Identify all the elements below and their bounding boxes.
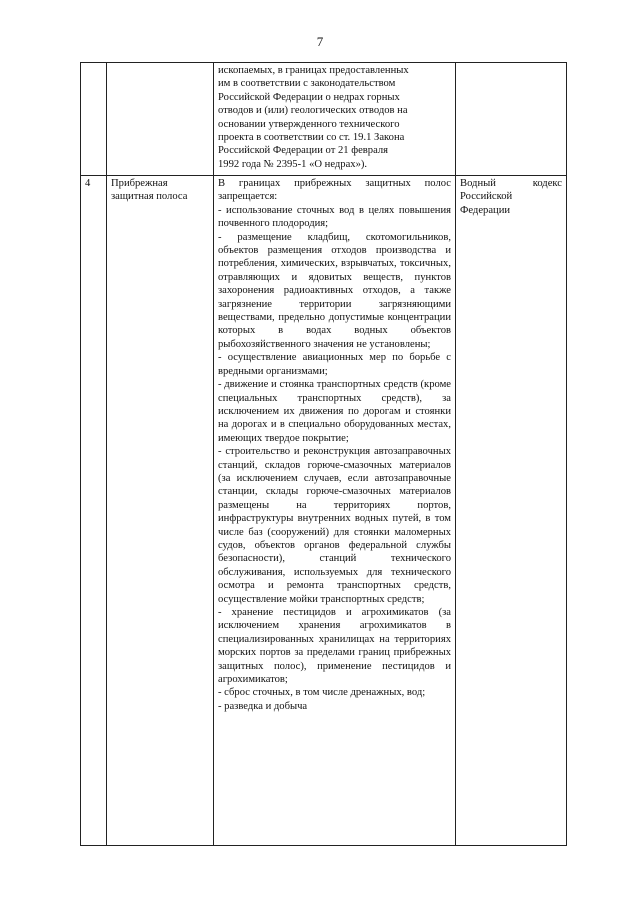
legal-basis-cell (456, 63, 567, 176)
table-row (81, 176, 567, 846)
restrictions-cell (214, 176, 456, 846)
text-line: основании утвержденного технического (218, 118, 400, 130)
table-row (81, 63, 567, 176)
text-line: ископаемых, в границах предоставленных (218, 65, 409, 76)
paragraph: - размещение кладбищ, скотомогильников, объектов размещения отходов производства и потребления, химических, взрывчатых, токсичных, отравляющих и ядовитых веществ, пунктов захоронения радиоактивных отходов, а также загрязнение территории загрязняющими веществами, предельно допустимые концентрации которых в водах водных объектов рыбохозяйственного значения не установлены; (218, 231, 451, 350)
paragraph: - использование сточных вод в целях повышения почвенного плодородия; (218, 204, 451, 230)
row-number-cell (81, 63, 107, 176)
restrictions-cell (214, 63, 456, 176)
paragraph: - хранение пестицидов и агрохимикатов (за исключением хранения агрохимикатов в специализированных хранилищах на территориях морских портов за пределами границ прибрежных защитных полос), применение пестицидов и агрохимикатов; (218, 607, 451, 686)
text-line: 1992 года № 2395-1 «О недрах»). (218, 158, 368, 170)
text-line: проекта в соответствии со ст. 19.1 Закона (218, 132, 405, 144)
paragraph: - разведка и добыча (218, 700, 308, 712)
paragraph: В границах прибрежных защитных полос запрещается: (218, 178, 451, 203)
zone-name-cell (107, 63, 214, 176)
zones-table (80, 62, 567, 846)
text-line: им в соответствии с законодательством (218, 78, 396, 90)
zone-name-cell: Прибрежная защитная полоса (107, 176, 214, 846)
page-number: 7 (316, 34, 324, 49)
row-number-cell: 4 (81, 176, 107, 846)
text-line: Российской Федерации от 21 февраля (218, 145, 389, 157)
text-line: Российской Федерации о недрах горных (218, 91, 400, 103)
text-line: отводов и (или) геологических отводов на (218, 105, 408, 117)
paragraph: - строительство и реконструкция автозаправочных станций, складов горюче-смазочных материалов (за исключением случаев, если автозаправочные станции, склады горюче-смазочных материалов размещены на территориях портов, инфраструктуры внутренних водных путей, в том числе баз (сооружений) для стоянки маломерных судов, объектов органов федеральной службы безопасности), станций технического обслуживания, используемых для технического осмотра и ремонта транспортных средств, осуществление мойки транспортных средств; (218, 446, 451, 605)
paragraph: - сброс сточных, в том числе дренажных, вод; (218, 687, 426, 699)
paragraph: - движение и стоянка транспортных средств (кроме специальных транспортных средств), за исключением их движения по дорогам и стоянки на дорогах и в специально оборудованных местах, имеющих твердое покрытие; (218, 379, 451, 444)
paragraph: - осуществление авиационных мер по борьбе с вредными организмами; (218, 352, 451, 377)
legal-basis-cell: Водный кодекс Российской Федерации (456, 176, 567, 846)
